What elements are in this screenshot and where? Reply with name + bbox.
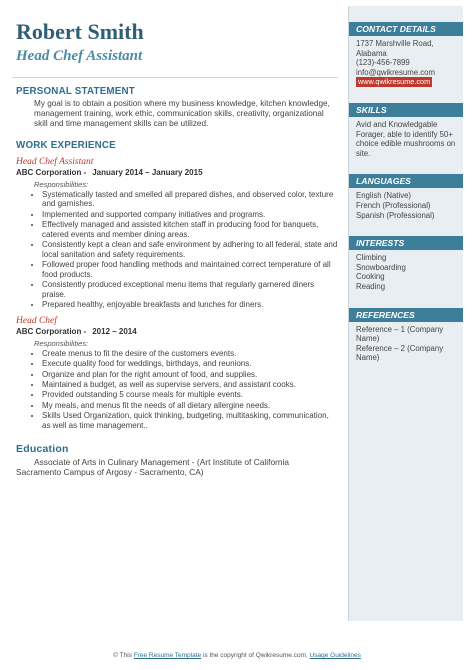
list-item: • Consistently produced exceptional menu items that regularly garnered diners praise. bbox=[42, 280, 338, 300]
languages-list bbox=[349, 188, 463, 224]
footer bbox=[0, 652, 474, 659]
contact-heading: CONTACT DETAILS bbox=[349, 22, 463, 36]
list-item: • Followed proper food handling methods and maintained correct temperature of all food products. bbox=[42, 260, 338, 280]
list-item: Reading bbox=[356, 281, 386, 291]
list-item: • Maintained a budget, as well as supervise servers, and assistant cooks. bbox=[42, 380, 338, 390]
work-experience-heading: WORK EXPERIENCE bbox=[16, 139, 116, 151]
list-item: Spanish (Professional) bbox=[356, 210, 435, 220]
company-name: ABC Corporation - bbox=[16, 167, 87, 177]
list-item: Reference – 2 (Company Name) bbox=[356, 343, 444, 363]
interests-list bbox=[349, 250, 463, 295]
list-item: French (Professional) bbox=[356, 200, 431, 210]
education-text bbox=[16, 457, 338, 478]
job-company bbox=[16, 168, 338, 177]
list-item: • Prepared healthy, enjoyable breakfasts and lunches for diners. bbox=[42, 300, 338, 310]
job-dates: 2012 – 2014 bbox=[92, 327, 137, 337]
job-title: Head Chef Assistant bbox=[16, 156, 94, 167]
personal-statement-text: My goal is to obtain a position where my business knowledge, kitchen knowledge, management training, work ethic, communication skills, creativity, organizational skill and time management skills can be utilized. bbox=[34, 99, 330, 129]
company-name: ABC Corporation - bbox=[16, 327, 87, 337]
list-item: • Systematically tasted and smelled all prepared dishes, and observed color, texture and garnishes. bbox=[42, 190, 338, 210]
list-item: • Effectively managed and assisted kitchen staff in producing food for banquets, catered events and member dining areas. bbox=[42, 220, 338, 240]
candidate-title: Head Chef Assistant bbox=[16, 48, 143, 64]
header-divider bbox=[12, 77, 338, 78]
website-link[interactable]: www.qwikresume.com bbox=[358, 77, 431, 87]
list-item: • Skills Used Organization, quick thinking, budgeting, multitasking, communication, as well as time management.. bbox=[42, 411, 338, 431]
sidebar bbox=[348, 6, 463, 621]
footer-text: © This bbox=[113, 652, 132, 659]
responsibilities-label: Responsibilities: bbox=[34, 179, 89, 189]
education-line: Associate of Arts in Culinary Management - (Art Institute of California bbox=[34, 456, 290, 467]
education-line: Sacramento Campus of Argosy - Sacramento, CA) bbox=[16, 467, 204, 478]
list-item: Cooking bbox=[356, 272, 385, 282]
job-title: Head Chef bbox=[16, 316, 57, 327]
references-list bbox=[349, 322, 463, 367]
address-line: 1737 Marshville Road, bbox=[356, 39, 434, 48]
address-line: Alabama bbox=[356, 48, 387, 58]
free-resume-template-link[interactable]: Free Resume Template bbox=[133, 652, 202, 659]
job-entry bbox=[12, 316, 338, 430]
candidate-name: Robert Smith bbox=[16, 19, 144, 44]
list-item: • Implemented and supported company initiatives and programs. bbox=[42, 210, 338, 220]
main-column bbox=[12, 16, 338, 478]
responsibilities-label: Responsibilities: bbox=[34, 339, 89, 349]
list-item: Reference – 1 (Company Name) bbox=[356, 324, 444, 344]
contact-details bbox=[349, 36, 463, 91]
list-item: • Provided outstanding 5 course meals for multiple events. bbox=[42, 390, 338, 400]
list-item: • Execute quality food for weddings, birthdays, and reunions. bbox=[42, 359, 338, 369]
list-item: Snowboarding bbox=[356, 262, 406, 272]
education-heading: Education bbox=[16, 442, 69, 455]
responsibilities-list bbox=[12, 349, 338, 430]
references-heading: REFERENCES bbox=[349, 308, 463, 322]
job-dates: January 2014 – January 2015 bbox=[92, 167, 203, 177]
responsibilities-list bbox=[12, 190, 338, 311]
usage-guidelines-link[interactable]: Usage Guidelines bbox=[309, 652, 361, 659]
skills-heading: SKILLS bbox=[349, 103, 463, 117]
list-item: • Consistently kept a clean and safe environment by adhering to all federal, state and local sanitation and safety requirements. bbox=[42, 240, 338, 260]
phone-number: (123)-456-7899 bbox=[356, 58, 410, 68]
personal-statement-heading: PERSONAL STATEMENT bbox=[16, 86, 135, 97]
email-address[interactable]: info@qwikresume.com bbox=[356, 67, 435, 77]
skills-text: Avid and Knowledgable Forager, able to identify 50+ choice edible mushrooms on site. bbox=[356, 119, 456, 158]
footer-text: is the copyright of Qwikresume.com. bbox=[202, 652, 308, 659]
job-company bbox=[16, 327, 338, 336]
list-item: • Create menus to fit the desire of the customers events. bbox=[42, 349, 338, 359]
list-item: Climbing bbox=[356, 253, 387, 263]
list-item: • Organize and plan for the right amount of food, and supplies. bbox=[42, 370, 338, 380]
list-item: English (Native) bbox=[356, 191, 412, 201]
languages-heading: LANGUAGES bbox=[349, 174, 463, 188]
interests-heading: INTERESTS bbox=[349, 236, 463, 250]
job-entry bbox=[12, 157, 338, 311]
list-item: • My meals, and menus fit the needs of all dietary allergine needs. bbox=[42, 401, 338, 411]
